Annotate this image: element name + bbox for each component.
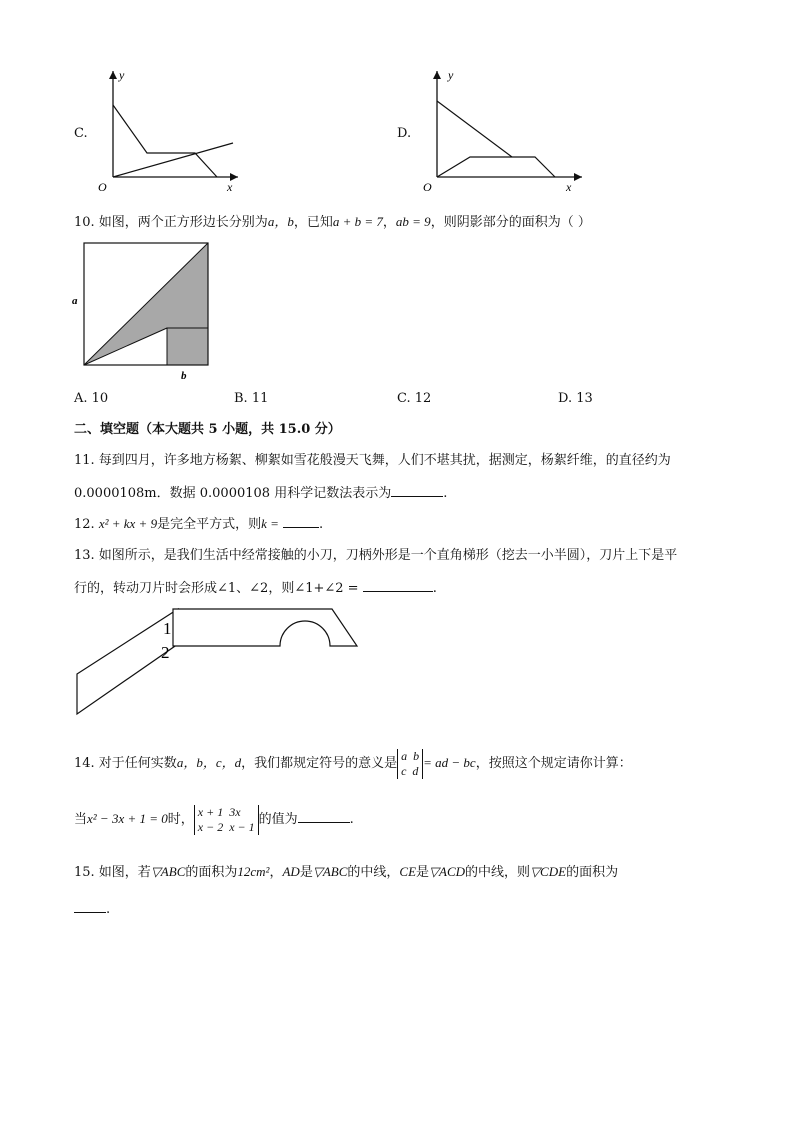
d-axis-x: x	[566, 180, 572, 194]
c-axis-y: y	[119, 68, 125, 82]
q14-line1: 14. 对于任何实数a，b，c，d，我们都规定符号的意义是 a b c d = ad − bc，按照这个规定请你计算：	[74, 748, 632, 778]
q11-line1: 11. 每到四月，许多地方杨絮、柳絮如雪花般漫天飞舞，人们不堪其扰，据测定，杨絮纤维，的直径约为	[74, 453, 671, 468]
section-title: 二、填空题（本大题共 5 小题，共 15.0 分）	[74, 422, 341, 437]
q14-determinant-def: a b c d	[397, 749, 423, 779]
q10-option-b: B. 11	[234, 391, 269, 406]
d-origin: O	[423, 180, 432, 194]
d-axis-y: y	[448, 68, 454, 82]
q13-answer-blank	[363, 579, 433, 592]
q13-angle-2: 2	[161, 643, 170, 662]
option-d-graph	[420, 65, 585, 195]
q14-line2: 当x² − 3x + 1 = 0时， x + 1 3x x − 2 x − 1 的值为 .	[74, 804, 354, 834]
q15-line2: .	[74, 900, 110, 919]
option-d-label: D.	[397, 126, 412, 141]
option-c-label: C.	[74, 126, 88, 141]
option-c-graph	[95, 65, 240, 195]
q15-answer-blank	[74, 900, 106, 913]
q10-stem: 10. 如图，两个正方形边长分别为a，b，已知a + b = 7，ab = 9，则阴影部分的面积为（ ）	[74, 214, 591, 230]
q10-option-d: D. 13	[558, 391, 593, 406]
q13-knife-figure	[74, 604, 364, 720]
q12-line: 12. x² + kx + 9是完全平方式，则k = .	[74, 516, 324, 532]
q10-option-a: A. 10	[74, 391, 109, 406]
q15-line1: 15. 如图，若▽ABC的面积为12cm²，AD是▽ABC的中线，CE是▽ACD的中线，则▽CDE的面积为	[74, 864, 619, 880]
q12-answer-blank	[283, 515, 319, 528]
c-origin: O	[98, 180, 107, 194]
q10-option-c: C. 12	[397, 391, 432, 406]
q11-line2: 0.0000108m．数据 0.0000108 用科学记数法表示为 .	[74, 486, 448, 501]
q10-label-a: a	[72, 295, 78, 307]
q14-answer-blank	[298, 810, 350, 823]
q13-line1: 13. 如图所示，是我们生活中经常接触的小刀，刀柄外形是一个直角梯形（挖去一小半圆），刀片上下是平	[74, 548, 678, 563]
q14-determinant-expr: x + 1 3x x − 2 x − 1	[194, 805, 259, 835]
q10-label-b: b	[181, 370, 187, 382]
q11-answer-blank	[391, 484, 443, 497]
q13-angle-1: 1	[163, 619, 172, 638]
q13-line2: 行的，转动刀片时会形成∠1、∠2，则∠1+∠2 = .	[74, 581, 437, 596]
q10-figure	[68, 238, 218, 386]
c-axis-x: x	[227, 180, 233, 194]
